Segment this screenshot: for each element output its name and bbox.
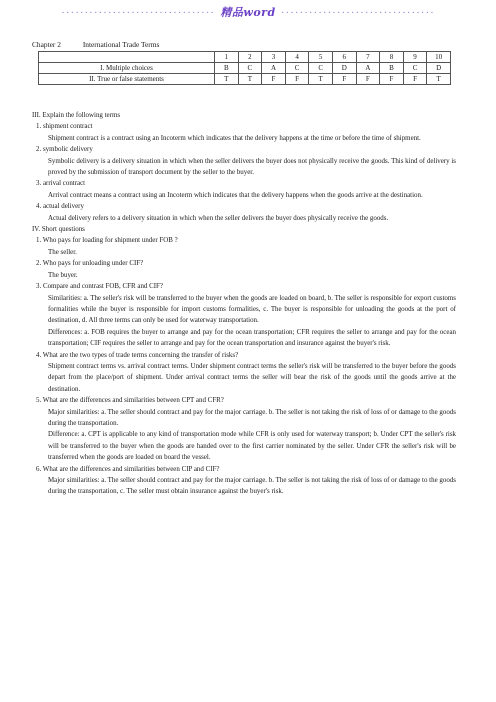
answer-cell: C: [285, 63, 309, 74]
document-body: [32, 110, 456, 498]
answer-cell: D: [332, 63, 356, 74]
term-definition: Shipment contract is a contract using an Incoterm which indicates that the delivery happens at the time or before the time of shipment.: [48, 133, 421, 142]
answer-cell: D: [427, 63, 451, 74]
table-corner-cell: [39, 52, 215, 63]
term-definition: Actual delivery refers to a delivery situation in which when the seller delivers the buyer does physically receive the goods.: [48, 213, 389, 222]
row-label: II. True or false statements: [39, 74, 215, 85]
answer-cell: F: [380, 74, 404, 85]
answer-paragraph: Major similarities: a. The seller should contract and pay for the major carriage. b. The seller is not taking the risk of loss of or damage to the goods during the transportation.: [48, 407, 456, 427]
answer-cell: C: [403, 63, 427, 74]
question: 2. Who pays for unloading under CIF?: [36, 259, 144, 268]
answer-cell: B: [215, 63, 239, 74]
answer-cell: T: [309, 74, 333, 85]
table-header-cell: 2: [238, 52, 262, 63]
answer-cell: F: [262, 74, 286, 85]
term-title: 4. actual delivery: [36, 202, 84, 211]
answer-cell: B: [380, 63, 404, 74]
answer-key-table: [38, 51, 451, 85]
table-header-cell: 10: [427, 52, 451, 63]
answer-cell: T: [215, 74, 239, 85]
answer-cell: F: [285, 74, 309, 85]
question: 4. What are the two types of trade terms concerning the transfer of risks?: [36, 350, 239, 359]
chapter-heading: [32, 40, 179, 49]
answer-cell: A: [262, 63, 286, 74]
answer-cell: A: [356, 63, 380, 74]
banner-title: 精品word: [220, 6, 276, 19]
row-label: I. Multiple choices: [39, 63, 215, 74]
term-definition: Arrival contract means a contract using an Incoterm which indicates that the delivery happens when the goods arrive at the destination.: [48, 190, 423, 199]
answer-paragraph: The seller.: [48, 247, 77, 256]
term-title: 3. arrival contract: [36, 179, 86, 188]
banner-dots-left: ·································: [61, 7, 216, 19]
term-title: 1. shipment contract: [36, 122, 93, 131]
answer-paragraph: The buyer.: [48, 270, 78, 279]
term-title: 2. symbolic delivery: [36, 145, 93, 154]
term-definition: Symbolic delivery is a delivery situation in which when the seller delivers the buyer does not physically receive the goods. This kind of delivery is proved by the submission of transport document by the seller to the buyer.: [48, 156, 456, 177]
answer-cell: F: [356, 74, 380, 85]
answer-cell: C: [309, 63, 333, 74]
question: 3. Compare and contrast FOB, CFR and CIF?: [36, 282, 163, 291]
answer-paragraph: Major similarities: a. The seller should contract and pay for the major carriage. b. The seller is not taking the risk of loss of or damage to the goods during the transportation, c. The seller must obtain insurance against the buyer's risk.: [48, 476, 456, 496]
section-heading: III. Explain the following terms: [32, 111, 121, 119]
table-header-cell: 4: [285, 52, 309, 63]
section-heading: IV. Short questions: [32, 225, 85, 234]
table-header-cell: 9: [403, 52, 427, 63]
answer-paragraph: Differences: a. FOB requires the buyer to arrange and pay for the ocean transportation; CFR requires the seller to arrange and pay for the ocean transportation; CIF requires the seller to arrange and pay for the ocean transportation and insurance against the buyer's risk.: [48, 327, 456, 348]
table-header-cell: 3: [262, 52, 286, 63]
question: 6. What are the differences and similarities between CIP and CIF?: [36, 464, 220, 473]
table-header-cell: 1: [215, 52, 239, 63]
table-header-cell: 6: [332, 52, 356, 63]
table-row: [39, 63, 451, 74]
answer-paragraph: Shipment contract terms vs. arrival contract terms. Under shipment contract terms the seller's risk will be transferred to the buyer before the goods depart from the place/port of shipment. Under arrival contract terms the seller will bear the risk of the goods until the goods arrive at the destination.: [48, 361, 456, 393]
table-header-cell: 7: [356, 52, 380, 63]
answer-paragraph: Similarities: a. The seller's risk will be transferred to the buyer when the goods are loaded on board, b. The seller is responsible for export customs formalities while the buyer is responsible for import customs formalities, c. The buyer is responsible for unloading the goods at the port of destination, d. All three terms can only be used for waterway transportation.: [48, 293, 456, 325]
answer-paragraph: Difference: a. CPT is applicable to any kind of transportation mode while CFR is only used for waterway transport; b. Under CPT the seller's risk will be transferred to the buyer when the goods are handed over to the first carrier nominated by the seller. Under CFR the seller's risk will be transferred when the goods are loaded on board the vessel.: [48, 430, 456, 462]
question: 5. What are the differences and similarities between CPT and CFR?: [36, 396, 224, 405]
answer-cell: T: [427, 74, 451, 85]
answer-cell: T: [238, 74, 262, 85]
chapter-title: International Trade Terms: [82, 40, 160, 49]
table-row: [39, 74, 451, 85]
table-header-row: [39, 52, 451, 63]
answer-cell: F: [332, 74, 356, 85]
table-header-cell: 8: [380, 52, 404, 63]
question: 1. Who pays for loading for shipment under FOB ?: [36, 236, 178, 245]
answer-cell: F: [403, 74, 427, 85]
table-header-cell: 5: [309, 52, 333, 63]
answer-cell: C: [238, 63, 262, 74]
header-banner: [0, 4, 496, 20]
banner-dots-right: ·································: [280, 7, 435, 19]
chapter-number: Chapter 2: [32, 40, 61, 49]
